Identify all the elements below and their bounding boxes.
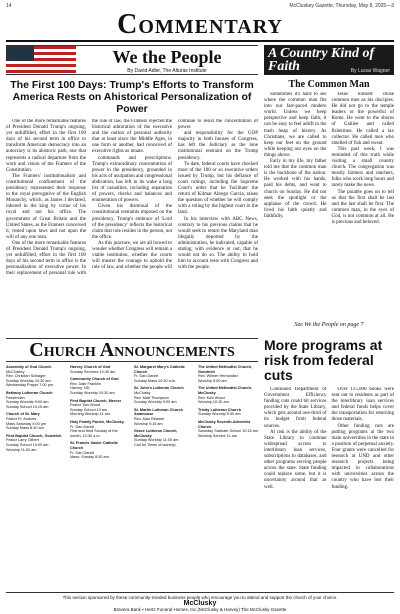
- church-detail: Pastor Fr. Andrew: [6, 416, 37, 421]
- church-entry: [134, 408, 194, 426]
- news-body: [264, 387, 394, 583]
- church-name: St. John's Lutheran Church: [134, 386, 184, 391]
- church-entry: [134, 386, 194, 404]
- news-article: [264, 338, 394, 587]
- church-detail: Call for Times of worship: [134, 442, 176, 447]
- article-headline: The First 100 Days: Trump's Efforts to Transform America Rests on Ahistorical Personalization of Power: [10, 79, 254, 115]
- sponsor-footer: [6, 592, 394, 612]
- church-name: Community Church of God: [70, 377, 119, 382]
- column-title: A Country Kind of Faith: [268, 46, 375, 74]
- church-detail: Worship 9:15 am: [134, 421, 163, 426]
- church-entry: [6, 391, 66, 409]
- article-body: [6, 119, 258, 334]
- church-detail: Fessenden: [6, 395, 25, 400]
- church-directory-title: Church Announcements: [6, 338, 258, 362]
- church-name: Holy Family Parish, McClusky: [70, 419, 124, 424]
- church-name: Harvey Church of God: [70, 365, 111, 369]
- article-paragraph: At risk is the ability of the State Library to continue widespread access to interlibrary loan services, subscriptions to databases, and other programs serving people across the state. State funding could replace some, but it is uncertainty around that as well.: [264, 429, 327, 490]
- page-number: 14: [6, 3, 12, 9]
- column-title: We the People: [112, 46, 222, 67]
- church-entry: [70, 420, 130, 438]
- church-detail: Sunday Mass 10:30 a.m.: [134, 378, 176, 383]
- faith-body: [264, 92, 394, 320]
- church-detail: Mass Saturday 5:00 pm: [6, 421, 47, 426]
- church-detail: Sunday Worship 10:30 am: [6, 378, 51, 383]
- church-detail: Rev. Wilmer Hernandez: [198, 374, 239, 379]
- we-the-people-banner: [6, 45, 258, 75]
- church-entry: [6, 365, 66, 388]
- article-paragraph: Over 115,000 books were sent out to residents as part of the interlibrary loan services and federal funds helps cover the transportation for returning those materials.: [331, 387, 394, 423]
- flag-icon: [6, 46, 76, 74]
- church-detail: Worship Service 11 am: [198, 433, 237, 438]
- church-name: Church of St. Mary: [6, 412, 40, 417]
- church-entry: [70, 365, 130, 374]
- church-detail: Sunday Worship 10:30 am: [70, 390, 115, 395]
- section-title: Commentary: [6, 10, 394, 42]
- church-detail: Saturday Sabbath School 10:15 am: [198, 429, 258, 434]
- article-paragraph: One of the more remarkable features of President Donald Trump's ongoing, yet unfulfilled, effort in the first 100 days of his second term in office is the personalization of executive power. In their replacement of personal rule with the rule of law, the Framers rejected the historical admiration of the executive and the notion of personal authority that at least since the Middle Ages, in one form or another, had conceived of executive rights as innate.: [6, 119, 172, 277]
- church-detail: Sunday Worship 9:00 am: [6, 400, 49, 405]
- news-headline: More programs at risk from federal cuts: [264, 337, 383, 383]
- sponsor-title: McClusky: [183, 600, 217, 607]
- church-name: Grace Lutheran Church, McClusky: [134, 429, 178, 438]
- article-paragraph: One of the more remarkable features of President Donald Trump's ongoing, yet unfulfilled, effort in the first 100 days of his second term in office to transform American democracy into an autocracy is its ahistoric path, one that represents a radical departure from the work and vision of the Framers of the Constitution.: [6, 119, 86, 173]
- church-name: First Baptist Church, Mercer: [70, 398, 122, 403]
- church-name: St. Francis Xavier Catholic Church: [70, 441, 118, 450]
- article-paragraph: Given his dismissal of the constitutional restraints imposed on the presidency, Trump's embrace of 'Lord of the presidency' reflects the historical claim that rule resides in the person, not the office.: [92, 204, 172, 240]
- church-detail: Sunday Services 10:30 am: [70, 369, 116, 374]
- article-paragraph: Continued Department of Government Efficiency funding cuts could hit services provided by the State Library, which gets around one-third of its budget from federal sources.: [264, 387, 327, 429]
- church-name: St. Margaret Mary's Catholic Church: [134, 365, 185, 374]
- church-detail: First and third Sunday of the month, 10:30 a.m.: [70, 429, 118, 438]
- page-header: [6, 0, 394, 9]
- church-name: Assembly of God Church: [6, 365, 52, 369]
- church-detail: Sunday School 10:00 am: [6, 442, 49, 447]
- church-detail: Rev. Christian Schlager: [6, 374, 46, 379]
- church-entry: [70, 399, 130, 417]
- church-list: [6, 365, 258, 587]
- church-detail: Pastor Larry Gilbert: [6, 438, 39, 443]
- church-name: Bethany Lutheran Church: [6, 390, 53, 395]
- church-detail: McClusky: [134, 390, 151, 395]
- church-detail: Sunday Worship 9:00 am: [134, 400, 177, 405]
- top-columns: [6, 45, 394, 334]
- church-detail: McCluskey: [6, 369, 25, 374]
- church-name: Trinity Lutheran Church: [198, 407, 242, 412]
- country-faith-column: [264, 45, 394, 334]
- faith-headline: The Common Man: [288, 79, 370, 90]
- church-detail: Sunday School 10:15 am: [6, 404, 49, 409]
- church-detail: Sunday Worship 9:30 am: [198, 412, 241, 417]
- church-detail: Wednesday Prayer 7:00 pm: [6, 383, 53, 388]
- church-detail: Sunday Worship 11:00 am: [134, 438, 179, 443]
- article-paragraph: Sometimes it's hard to see where the common man fits into our fast-paced modern world. Unless we keep perspective and keep faith, it can be easy to feel adrift in the trash heap of history. As Christians, we are called to keep our feet on the ground while keeping our eyes on the things above.: [264, 92, 327, 158]
- church-entry: [134, 365, 194, 383]
- we-the-people-column: [6, 45, 258, 334]
- church-detail: Rev. Kelli Wood: [198, 395, 225, 400]
- church-name: McClusky Seventh-Adventist Church: [198, 419, 251, 429]
- church-detail: Sunday School 10 am: [70, 407, 108, 412]
- article-paragraph: The parable goes on to tell us that the first shall be last and the last shall be first. The common man, in the eyes of God, is not common at all. He is precious and beloved.: [331, 189, 394, 225]
- church-entry: [134, 429, 194, 447]
- church-detail: Fr. Dan Daniel: [70, 450, 95, 455]
- column-byline: By David Adler, The Alturas Institute: [127, 67, 207, 74]
- church-detail: Rev. Alan Reamer: [134, 416, 165, 421]
- church-entry: [6, 434, 66, 452]
- church-name: The United Methodist Church, McClusky: [198, 386, 252, 395]
- article-paragraph: As this juncture, we are all bowed to wonder whether Congress will remain a viable institution, whether the courts will muster the courage to uphold the rule of law, and whether the people will continue to resist the concentration of power.: [92, 119, 258, 271]
- article-paragraph: To date, federal courts have checked most of the 100 or so executive orders issued by Trump, but his defiance of court rulings, including the Supreme Court's order that he 'facilitate' the return of Kilmar Abrego Garcia, raises the question of whether he will comply with a ruling by the highest court in the land.: [178, 161, 258, 216]
- country-faith-banner: [264, 45, 394, 75]
- sponsor-note: This section sponsored by these community-minded business people who encourage you to attend and support the church of your choice.: [6, 592, 394, 600]
- church-detail: Rev. Dale Franklin: [70, 381, 101, 386]
- church-detail: Worship 10:30 am: [198, 400, 229, 405]
- column-byline: By Lucas Wagner: [350, 68, 390, 74]
- church-detail: Fr. Dan Daniel: [134, 374, 159, 379]
- article-paragraph: Other funding cuts are putting programs at the two main universities in the state in a position of perpetual anxiety. Four grants were cancelled for research at UND and other research projects being impacted in collaborations with universities across the country who have lost their funding.: [331, 423, 394, 490]
- church-name: The United Methodist Church, Goodrich: [198, 365, 252, 374]
- church-entry: [198, 386, 258, 404]
- church-entry: [198, 420, 258, 438]
- article-paragraph: This past week, I was reminded of this truth while visiting a small country church. The congregation was mostly farmers and ranchers, folks who work long hours and rarely make the news.: [331, 146, 394, 189]
- church-entry: [198, 408, 258, 417]
- church-entry: [6, 412, 66, 430]
- article-paragraph: Early in my life, my father told me that the common man is the backbone of the nation. He worked with his hands, paid his debts, and went to church on Sunday. He did not seek the spotlight or the applause of the crowd. He lived his faith quietly and faithfully.: [264, 159, 327, 219]
- article-paragraph: In his interview with ABC News, contrary to his previous claims that he would seek to return the Maryland man illegally deported by the administration, he indicated, capable of stating, with evidence or not, that he would not do so. The ability to hold him to account rests with Congress and with the people.: [178, 216, 258, 271]
- article-paragraph: and responsibility for the GOP majority in both houses of Congress, has left the Judiciary as the lone institutional restraint on the Trump presidency.: [178, 131, 258, 161]
- church-detail: Rev. Matt Thompson: [134, 395, 169, 400]
- church-directory: [6, 338, 258, 587]
- bottom-columns: [6, 338, 394, 587]
- sponsor-list: Bravera Bank • Hertz Funeral Homes, Inc.(McClusky & Harvey) The McClusky Gazette: [113, 607, 287, 612]
- issue-info: McCluskey Gazette, Thursday, May 8, 2025—3: [289, 3, 394, 9]
- church-detail: Worship 11:00 am: [6, 447, 37, 452]
- church-detail: Sunday Mass 8:30 am: [6, 426, 44, 431]
- church-detail: Morning Worship 11 am: [70, 412, 110, 417]
- church-detail: Mass: Sunday 8:30 am: [70, 455, 109, 460]
- church-name: First Baptist Church, Goodrich: [6, 433, 62, 438]
- church-detail: Pastor Tom Wood: [70, 403, 101, 408]
- church-detail: Harvey, ND: [70, 386, 90, 391]
- church-entry: [70, 441, 130, 459]
- article-paragraph: Jesus himself chose common men as his disciples. He did not go to the temple leaders or the powerful of Rome. He went to the shores of Galilee and called fishermen. He called a tax collector. He called men who smelled of fish and sweat.: [331, 92, 394, 146]
- article-paragraph: The Framers' institutionalism and constitutional confinement of the presidency represented their response to the royal prerogative of the English Monarchy, which, as James I declared, inhered in the king by virtue of his royal and not his office. The government of Great Britain and the United States, as the Framers conceived it, rested upon laws and not upon the will of any one man.: [6, 173, 86, 240]
- article-paragraph: commands and prescriptions. Trump's extraordinary concentration of power in the presidency, grounded in his acts of usurpation and congressional abdication, has left in its wake a long list of casualties, including separation of powers, checks and balances and enumeration of powers.: [92, 155, 172, 204]
- church-entry: [70, 377, 130, 395]
- church-detail: Fr. Dan Daniel: [70, 424, 95, 429]
- church-entry: [198, 365, 258, 383]
- continued-note: See We the People on page 7: [294, 322, 364, 328]
- church-detail: Worship 9:00 am: [198, 378, 227, 383]
- church-name: St. Martin Lutheran Church Anamoose: [134, 407, 183, 417]
